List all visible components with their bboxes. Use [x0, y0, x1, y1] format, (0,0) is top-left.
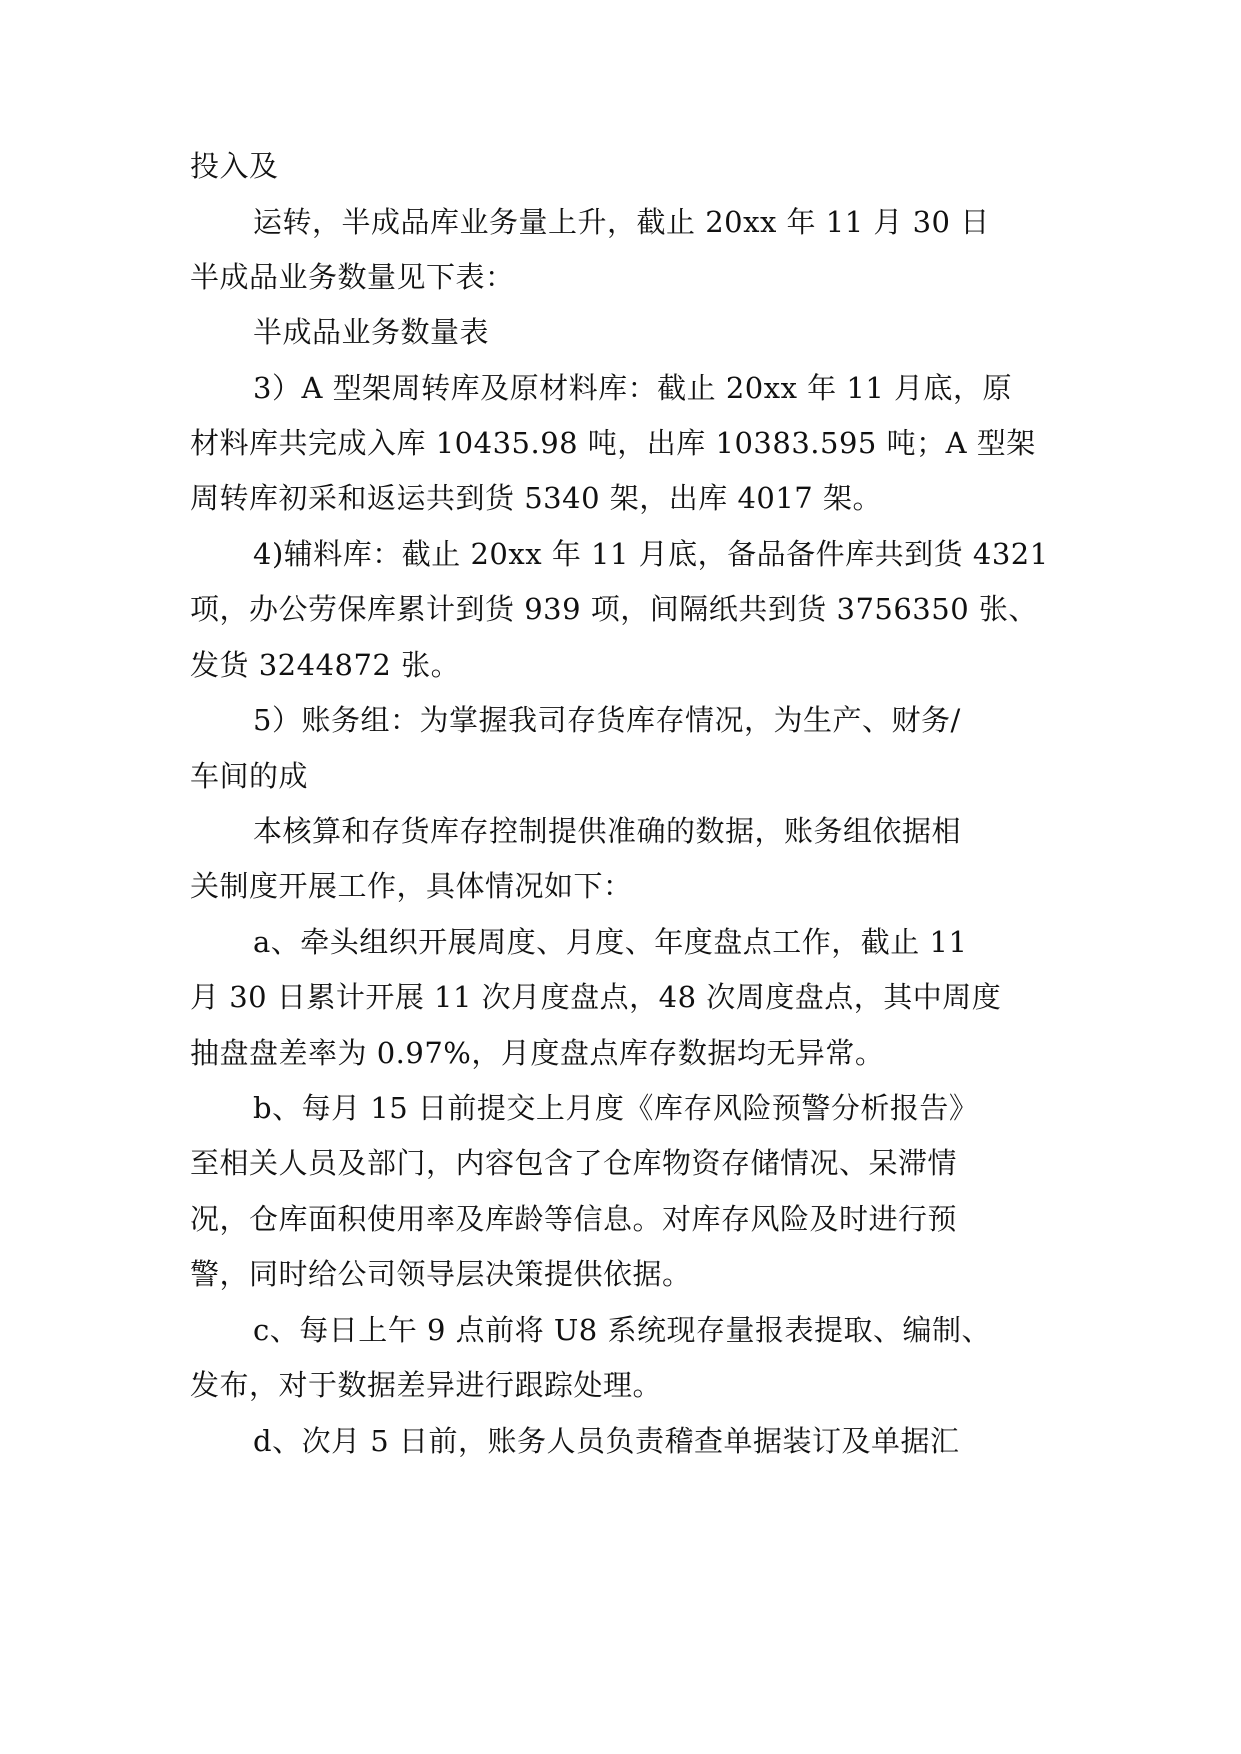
text-line: b、每月 15 日前提交上月度《库存风险预警分析报告》: [253, 1091, 979, 1125]
text-line: 况，仓库面积使用率及库龄等信息。对库存风险及时进行预: [190, 1202, 958, 1236]
text-line: 警，同时给公司领导层决策提供依据。: [190, 1257, 692, 1291]
text-line: 本核算和存货库存控制提供准确的数据，账务组依据相: [253, 814, 962, 848]
text-line: 半成品业务数量见下表：: [190, 260, 515, 294]
text-line: 至相关人员及部门，内容包含了仓库物资存储情况、呆滞情: [190, 1146, 958, 1180]
text-line: a、牵头组织开展周度、月度、年度盘点工作，截止 11: [253, 925, 968, 959]
text-line: 发货 3244872 张。: [190, 648, 461, 682]
text-line: 材料库共完成入库 10435.98 吨，出库 10383.595 吨；A 型架: [190, 426, 1036, 460]
text-line: 4)辅料库：截止 20xx 年 11 月底，备品备件库共到货 4321: [253, 537, 1049, 571]
text-line: 3）A 型架周转库及原材料库：截止 20xx 年 11 月底，原: [253, 371, 1012, 405]
text-line: 项，办公劳保库累计到货 939 项，间隔纸共到货 3756350 张、: [190, 592, 1038, 626]
text-line: 抽盘盘差率为 0.97%，月度盘点库存数据均无异常。: [190, 1036, 885, 1070]
text-line: 关制度开展工作，具体情况如下：: [190, 869, 633, 903]
text-line: d、次月 5 日前，账务人员负责稽查单据装订及单据汇: [253, 1424, 960, 1458]
text-line: 车间的成: [190, 759, 309, 793]
text-line: 运转，半成品库业务量上升，截止 20xx 年 11 月 30 日: [253, 205, 990, 239]
text-line: c、每日上午 9 点前将 U8 系统现存量报表提取、编制、: [253, 1313, 991, 1347]
text-line: 发布，对于数据差异进行跟踪处理。: [190, 1368, 663, 1402]
table-caption: 半成品业务数量表: [253, 315, 490, 349]
text-line: 月 30 日累计开展 11 次月度盘点，48 次周度盘点，其中周度: [190, 980, 1002, 1014]
text-line: 周转库初采和返运共到货 5340 架，出库 4017 架。: [190, 481, 882, 515]
text-line: 投入及: [190, 149, 279, 183]
text-line: 5）账务组：为掌握我司存货库存情况，为生产、财务/: [253, 703, 961, 737]
